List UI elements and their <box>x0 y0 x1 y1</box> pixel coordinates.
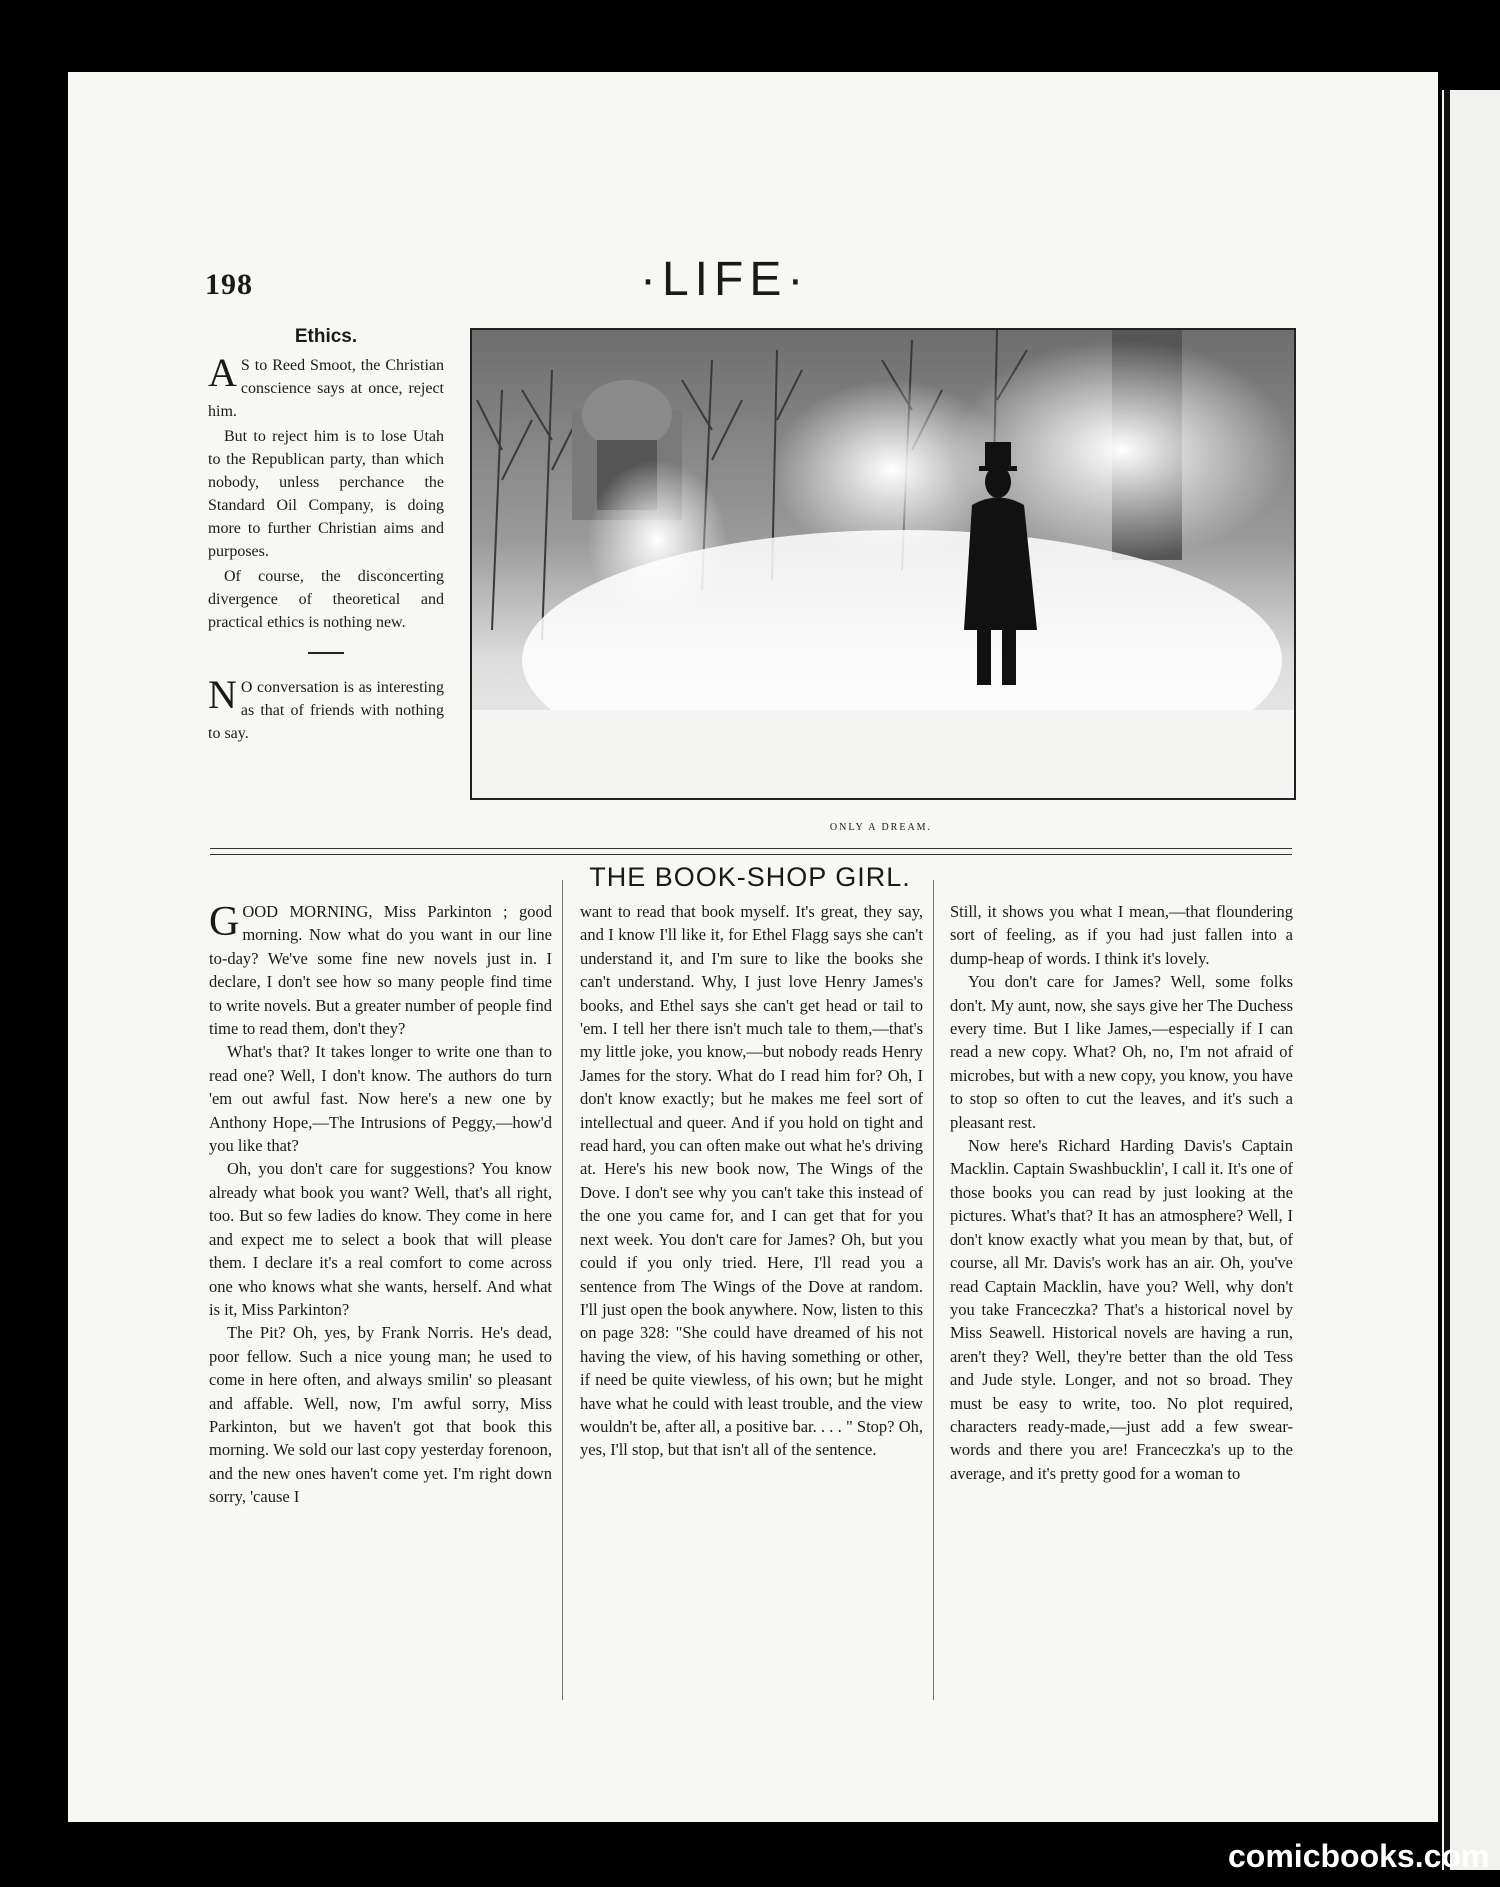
next-page-edge <box>1442 90 1500 1870</box>
sidebar-heading: Ethics. <box>294 326 358 347</box>
article-paragraph: What's that? It takes longer to write one than to read one? Well, I don't know. The authors do turn 'em out awful fast. Now here's a new one by Anthony Hope,—The Intrusions of Peggy,—how'd you like that? <box>209 1042 552 1156</box>
article-paragraph: The Pit? Oh, yes, by Frank Norris. He's dead, poor fellow. Such a nice young man; he used to come in here often, and always smilin' so pleasant and affable. Well, now, I'm awful sorry, Miss Parkinton, but we haven't got that book this morning. We sold our last copy yesterday forenoon, and the new ones haven't come yet. I'm right down sorry, 'cause I <box>209 1323 552 1507</box>
note-text: O conversation is as interesting as that of friends with nothing to say. <box>208 679 444 742</box>
article-column-2 <box>580 900 923 1462</box>
ethics-dropcap: A <box>208 350 237 395</box>
sidebar-column <box>208 325 444 747</box>
page-fold <box>1444 90 1450 1870</box>
article-title: THE BOOK-SHOP GIRL. <box>589 862 911 892</box>
ethics-paragraph-1 <box>208 350 444 423</box>
section-divider <box>308 652 344 654</box>
column-divider-1 <box>562 880 563 1700</box>
article-paragraph: Now here's Richard Harding Davis's Captain Macklin. Captain Swashbucklin', I call it. It's one of those books you can read by just looking at the pictures. What's that? It has an atmosphere? Well, I don't know exactly what you mean by that, but, of course, all Mr. Davis's work has an air. Oh, you've read Captain Macklin, have you? Well, why don't you take Franceczka? That's a historical novel by Miss Seawell. Historical novels are having a run, aren't they? Well, they're better than the old Tess and Jude style. Longer, and not so broad. They must be easy to write, too. No plot required, characters ready-made,—just add a few swear-words and there you are! Franceczka's up to the average, and it's pretty good for a woman to <box>950 1136 1293 1483</box>
illustration-drawing <box>472 330 1294 798</box>
article-paragraph: want to read that book myself. It's great, they say, and I know I'll like it, for Ethel Flagg says she can't understand it, and I'm sure to like the books she can't understand. Why, I just love Henry James's books, and Ethel says she can't get head or tail to 'em. I tell her there isn't much tale to them,—that's my little joke, you know,—but nobody reads Henry James for the story. What do I read him for? Oh, I don't know exactly; but he makes me feel sort of intellectual and queer. And if you hold on tight and read hard, you can often make out what he's driving at. Here's his new book now, The Wings of the Dove. I don't see why you can't take this instead of the one you came for, and I can get that for you next week. You don't care for James? Oh, but you could if you only tried. Here, I'll read you a sentence from The Wings of the Dove at random. I'll just open the book anywhere. Now, listen to this on page 328: "She could have dreamed of his not having the view, of his having something or other, if need be quite viewless, of his own; but he might have what he could with least trouble, and the view wouldn't be, after all, a positive bar. . . . " Stop? Oh, yes, I'll stop, but that isn't all of the sentence. <box>580 902 923 1460</box>
ethics-paragraph-3: Of course, the disconcerting divergence of theoretical and practical ethics is nothing new. <box>208 568 444 631</box>
article-paragraph: Oh, you don't care for suggestions? You know already what book you want? Well, that's all right, too. But so few ladies do know. They come in here and expect me to select a book that will please them. I declare it's a real comfort to come across one who knows what she wants, herself. And what is it, Miss Parkinton? <box>209 1159 552 1319</box>
article-paragraph: Still, it shows you what I mean,—that floundering sort of feeling, as if you had just fallen into a dump-heap of words. I think it's lovely. <box>950 902 1293 968</box>
double-rule <box>210 848 1292 855</box>
crouching-ghost <box>587 460 727 620</box>
illustration-only-a-dream <box>470 328 1296 800</box>
article-column-1 <box>209 900 552 1509</box>
site-watermark: comicbooks.com <box>1228 1838 1490 1874</box>
column-divider-2 <box>933 880 934 1700</box>
ethics-paragraph-2: But to reject him is to lose Utah to the Republican party, than which nobody, unless perchance the Standard Oil Company, is doing more to further Christian aims and purposes. <box>208 428 444 560</box>
ethics-paragraph-1-text: S to Reed Smoot, the Christian conscience says at once, reject him. <box>208 357 444 420</box>
masthead-title: ·LIFE· <box>640 253 810 306</box>
article-column-3 <box>950 900 1293 1485</box>
article-paragraph-text: OOD MORNING, Miss Parkinton ; good morning. Now what do you want in our line to-day? We've some fine new novels just in. I declare, I don't see how so many people find time to write novels. But a greater number of people find time to read them, don't they? <box>209 902 552 1039</box>
article-paragraph: You don't care for James? Well, some folks don't. My aunt, now, she says give her The Duchess every time. But I like James,—especially if I can read a new copy. What? Oh, no, I'm not afraid of microbes, but with a new copy, you know, you have to stop so often to cut the leaves, and it's such a pleasant rest. <box>950 972 1293 1132</box>
conversation-note <box>208 672 444 745</box>
note-dropcap: N <box>208 672 237 717</box>
article-dropcap: G <box>209 899 240 945</box>
page-number: 198 <box>205 268 253 301</box>
article-paragraph <box>209 900 552 1040</box>
illustration-caption: ONLY A DREAM. <box>829 822 933 833</box>
